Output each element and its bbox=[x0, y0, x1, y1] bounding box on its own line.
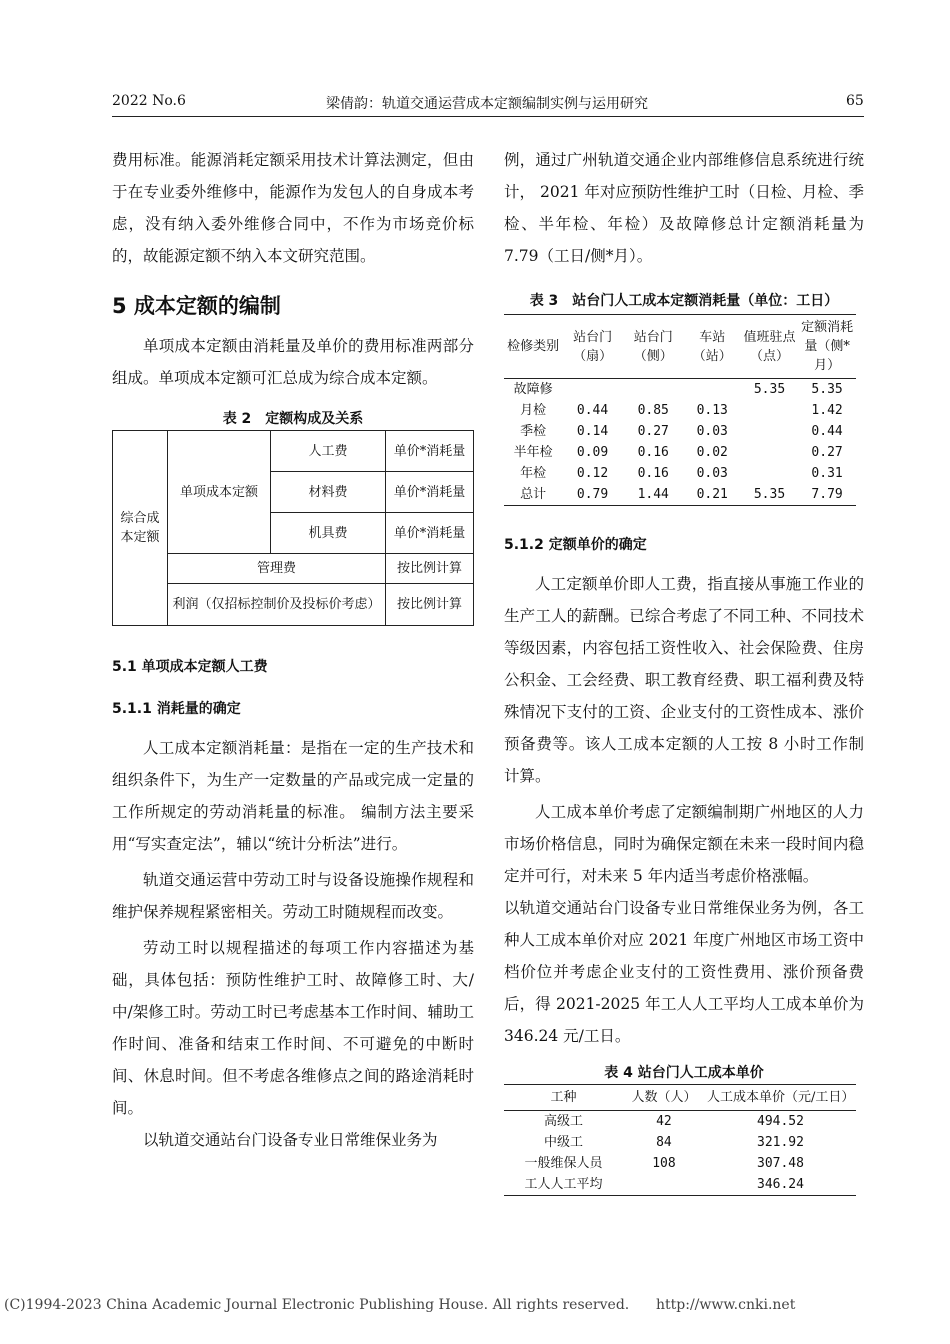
t2-single-cell: 单项成本定额 bbox=[168, 431, 271, 554]
page-number: 65 bbox=[846, 93, 864, 109]
t2-management-cell: 管理费 bbox=[168, 554, 386, 584]
table-cell: 42 bbox=[656, 1114, 672, 1129]
table-header-cell: 站台门（侧） bbox=[623, 315, 684, 379]
paragraph: 人工成本单价考虑了定额编制期广州地区的人力市场价格信息，同时为确保定额在未来一段时间内稳定并可行，对未来 5 年内适当考虑价格涨幅。 bbox=[504, 803, 864, 885]
table-header-cell: 检修类别 bbox=[504, 315, 562, 379]
table-2 bbox=[112, 430, 474, 626]
table-cell bbox=[741, 442, 798, 463]
table-cell: 0.13 bbox=[696, 403, 728, 418]
table-cell: 346.24 bbox=[705, 1174, 856, 1196]
table-cell: 0.44 bbox=[811, 424, 843, 439]
table-cell: 5.35 bbox=[741, 484, 798, 506]
table-header-cell: 工种 bbox=[504, 1085, 623, 1111]
t2-composite-cell: 综合成本定额 bbox=[113, 431, 168, 626]
section-heading-5-1: 5.1 单项成本定额人工费 bbox=[112, 659, 268, 675]
table-3 bbox=[504, 314, 856, 506]
running-title: 梁倩韵：轨道交通运营成本定额编制实例与运用研究 bbox=[326, 96, 648, 112]
footer-copyright: (C)1994-2023 China Academic Journal Electronic Publishing House. All rights reserved. bbox=[4, 1297, 630, 1313]
table-cell: 0.79 bbox=[562, 484, 623, 506]
table-cell: 0.31 bbox=[811, 466, 843, 481]
table-cell: 一般维保人员 bbox=[524, 1156, 603, 1171]
table-cell bbox=[623, 379, 684, 401]
table-cell: 0.03 bbox=[696, 466, 728, 481]
left-column bbox=[112, 144, 474, 1156]
table-row bbox=[504, 442, 856, 463]
paragraph: 单项成本定额由消耗量及单价的费用标准两部分组成。单项成本定额可汇总成为综合成本定额。 bbox=[112, 337, 474, 387]
table-row bbox=[504, 421, 856, 442]
table-cell: 0.27 bbox=[637, 424, 669, 439]
table-header-cell: 站台门（扇） bbox=[562, 315, 623, 379]
t2-formula-cell: 单价*消耗量 bbox=[386, 431, 474, 472]
table-cell: 307.48 bbox=[757, 1156, 804, 1171]
table-4 bbox=[504, 1084, 856, 1196]
table-cell: 年检 bbox=[520, 466, 547, 481]
section-heading-5: 5 成本定额的编制 bbox=[112, 294, 281, 318]
table-row bbox=[504, 463, 856, 484]
table-cell: 108 bbox=[652, 1156, 676, 1171]
paragraph: 费用标准。能源消耗定额采用技术计算法测定，但由于在专业委外维修中，能源作为发包人的自身成本考虑，没有纳入委外维修合同中，不作为市场竞价标的，故能源定额不纳入本文研究范围。 bbox=[112, 151, 474, 265]
t2-ratio-cell: 按比例计算 bbox=[386, 584, 474, 626]
paragraph: 人工成本定额消耗量：是指在一定的生产技术和组织条件下，为生产一定数量的产品或完成一定量的工作所规定的劳动消耗量的标准。 编制方法主要采用“写实查定法”，辅以“统计分析法”进行。 bbox=[112, 739, 474, 853]
right-column bbox=[504, 144, 864, 1196]
table-header-cell: 人工成本单价（元/工日） bbox=[705, 1085, 856, 1111]
table-cell: 0.27 bbox=[811, 445, 843, 460]
table-cell: 0.21 bbox=[684, 484, 741, 506]
table-cell: 0.16 bbox=[637, 466, 669, 481]
table-cell bbox=[562, 379, 623, 401]
t2-formula-cell: 单价*消耗量 bbox=[386, 472, 474, 513]
table-cell: 0.85 bbox=[637, 403, 669, 418]
t2-material-cell: 材料费 bbox=[271, 472, 386, 513]
table-row bbox=[504, 400, 856, 421]
table-cell: 故障修 bbox=[513, 382, 553, 397]
table-header-cell: 人数（人） bbox=[623, 1085, 705, 1111]
table-cell: 494.52 bbox=[757, 1114, 804, 1129]
table-cell: 工人人工平均 bbox=[504, 1174, 623, 1196]
table-row bbox=[504, 1174, 856, 1196]
table-cell: 1.42 bbox=[811, 403, 843, 418]
table-header-cell: 值班驻点（点） bbox=[741, 315, 798, 379]
paragraph: 轨道交通运营中劳动工时与设备设施操作规程和维护保养规程紧密相关。劳动工时随规程而改变。 bbox=[112, 871, 474, 921]
table-cell: 总计 bbox=[504, 484, 562, 506]
table-cell: 半年检 bbox=[513, 445, 553, 460]
journal-issue: 2022 No.6 bbox=[112, 93, 186, 109]
table-cell bbox=[623, 1174, 705, 1196]
table-row bbox=[504, 1153, 856, 1174]
t2-ratio-cell: 按比例计算 bbox=[386, 554, 474, 584]
table-cell: 0.03 bbox=[696, 424, 728, 439]
table-cell: 1.44 bbox=[623, 484, 684, 506]
paragraph: 以轨道交通站台门设备专业日常维保业务为 bbox=[143, 1131, 438, 1149]
table-cell: 月检 bbox=[520, 403, 547, 418]
table-cell: 0.44 bbox=[576, 403, 609, 418]
table-3-caption: 表 3 站台门人工成本定额消耗量（单位：工日） bbox=[529, 293, 839, 309]
paragraph: 例，通过广州轨道交通企业内部维修信息系统进行统计， 2021 年对应预防性维护工时（日检、月检、季检、半年检、年检）及故障修总计定额消耗量为 7.79（工日/侧*月）。 bbox=[504, 151, 864, 265]
t2-labor-cell: 人工费 bbox=[271, 431, 386, 472]
paragraph: 以轨道交通站台门设备专业日常维保业务为例，各工种人工成本单价对应 2021 年度广州地区市场工资中档价位并考虑企业支付的工资性费用、涨价预备费后，得 2021-2025 年工人人工平均人工成本单价为 346.24 元/工日。 bbox=[504, 899, 864, 1045]
table-cell: 0.02 bbox=[696, 445, 728, 460]
table-cell bbox=[741, 421, 798, 442]
section-heading-5-1-1: 5.1.1 消耗量的确定 bbox=[112, 701, 241, 717]
table-header-cell: 车站（站） bbox=[684, 315, 741, 379]
table-cell bbox=[741, 400, 798, 421]
table-cell: 5.35 bbox=[811, 382, 843, 397]
table-cell: 0.14 bbox=[576, 424, 609, 439]
t2-profit-cell: 利润（仅招标控制价及投标价考虑） bbox=[168, 584, 386, 626]
table-cell: 7.79 bbox=[798, 484, 856, 506]
t2-formula-cell: 单价*消耗量 bbox=[386, 513, 474, 554]
table-cell: 5.35 bbox=[753, 382, 786, 397]
table-cell: 0.09 bbox=[576, 445, 609, 460]
table-cell: 84 bbox=[656, 1135, 672, 1150]
table-4-caption: 表 4 站台门人工成本单价 bbox=[604, 1065, 764, 1081]
header-rule bbox=[112, 116, 864, 117]
table-cell bbox=[741, 463, 798, 484]
table-cell: 0.16 bbox=[637, 445, 669, 460]
paragraph: 人工定额单价即人工费，指直接从事施工作业的生产工人的薪酬。已综合考虑了不同工种、不同技术等级因素，内容包括工资性收入、社会保险费、住房公积金、工会经费、职工教育经费、职工福利费及特殊情况下支付的工资、企业支付的工资性成本、涨价预备费等。该人工成本定额的人工按 8 小时工作制计算。 bbox=[504, 575, 864, 785]
table-cell: 321.92 bbox=[757, 1135, 804, 1150]
table-cell bbox=[684, 379, 741, 401]
table-cell: 高级工 bbox=[543, 1114, 583, 1129]
table-cell: 季检 bbox=[520, 424, 547, 439]
table-row bbox=[504, 484, 856, 506]
table-cell: 中级工 bbox=[543, 1135, 583, 1150]
table-row bbox=[504, 1111, 856, 1133]
table-cell: 0.12 bbox=[576, 466, 609, 481]
table-header-cell: 定额消耗量（侧*月） bbox=[798, 315, 856, 379]
t2-machine-cell: 机具费 bbox=[271, 513, 386, 554]
table-row bbox=[504, 1132, 856, 1153]
table-2-caption: 表 2 定额构成及关系 bbox=[222, 411, 364, 427]
table-row bbox=[504, 379, 856, 401]
footer-url: http://www.cnki.net bbox=[656, 1297, 796, 1313]
paragraph: 劳动工时以规程描述的每项工作内容描述为基础，具体包括：预防性维护工时、故障修工时、大/中/架修工时。劳动工时已考虑基本工作时间、辅助工作时间、准备和结束工作时间、不可避免的中断时间、休息时间。但不考虑各维修点之间的路途消耗时间。 bbox=[112, 939, 474, 1117]
section-heading-5-1-2: 5.1.2 定额单价的确定 bbox=[504, 537, 647, 553]
